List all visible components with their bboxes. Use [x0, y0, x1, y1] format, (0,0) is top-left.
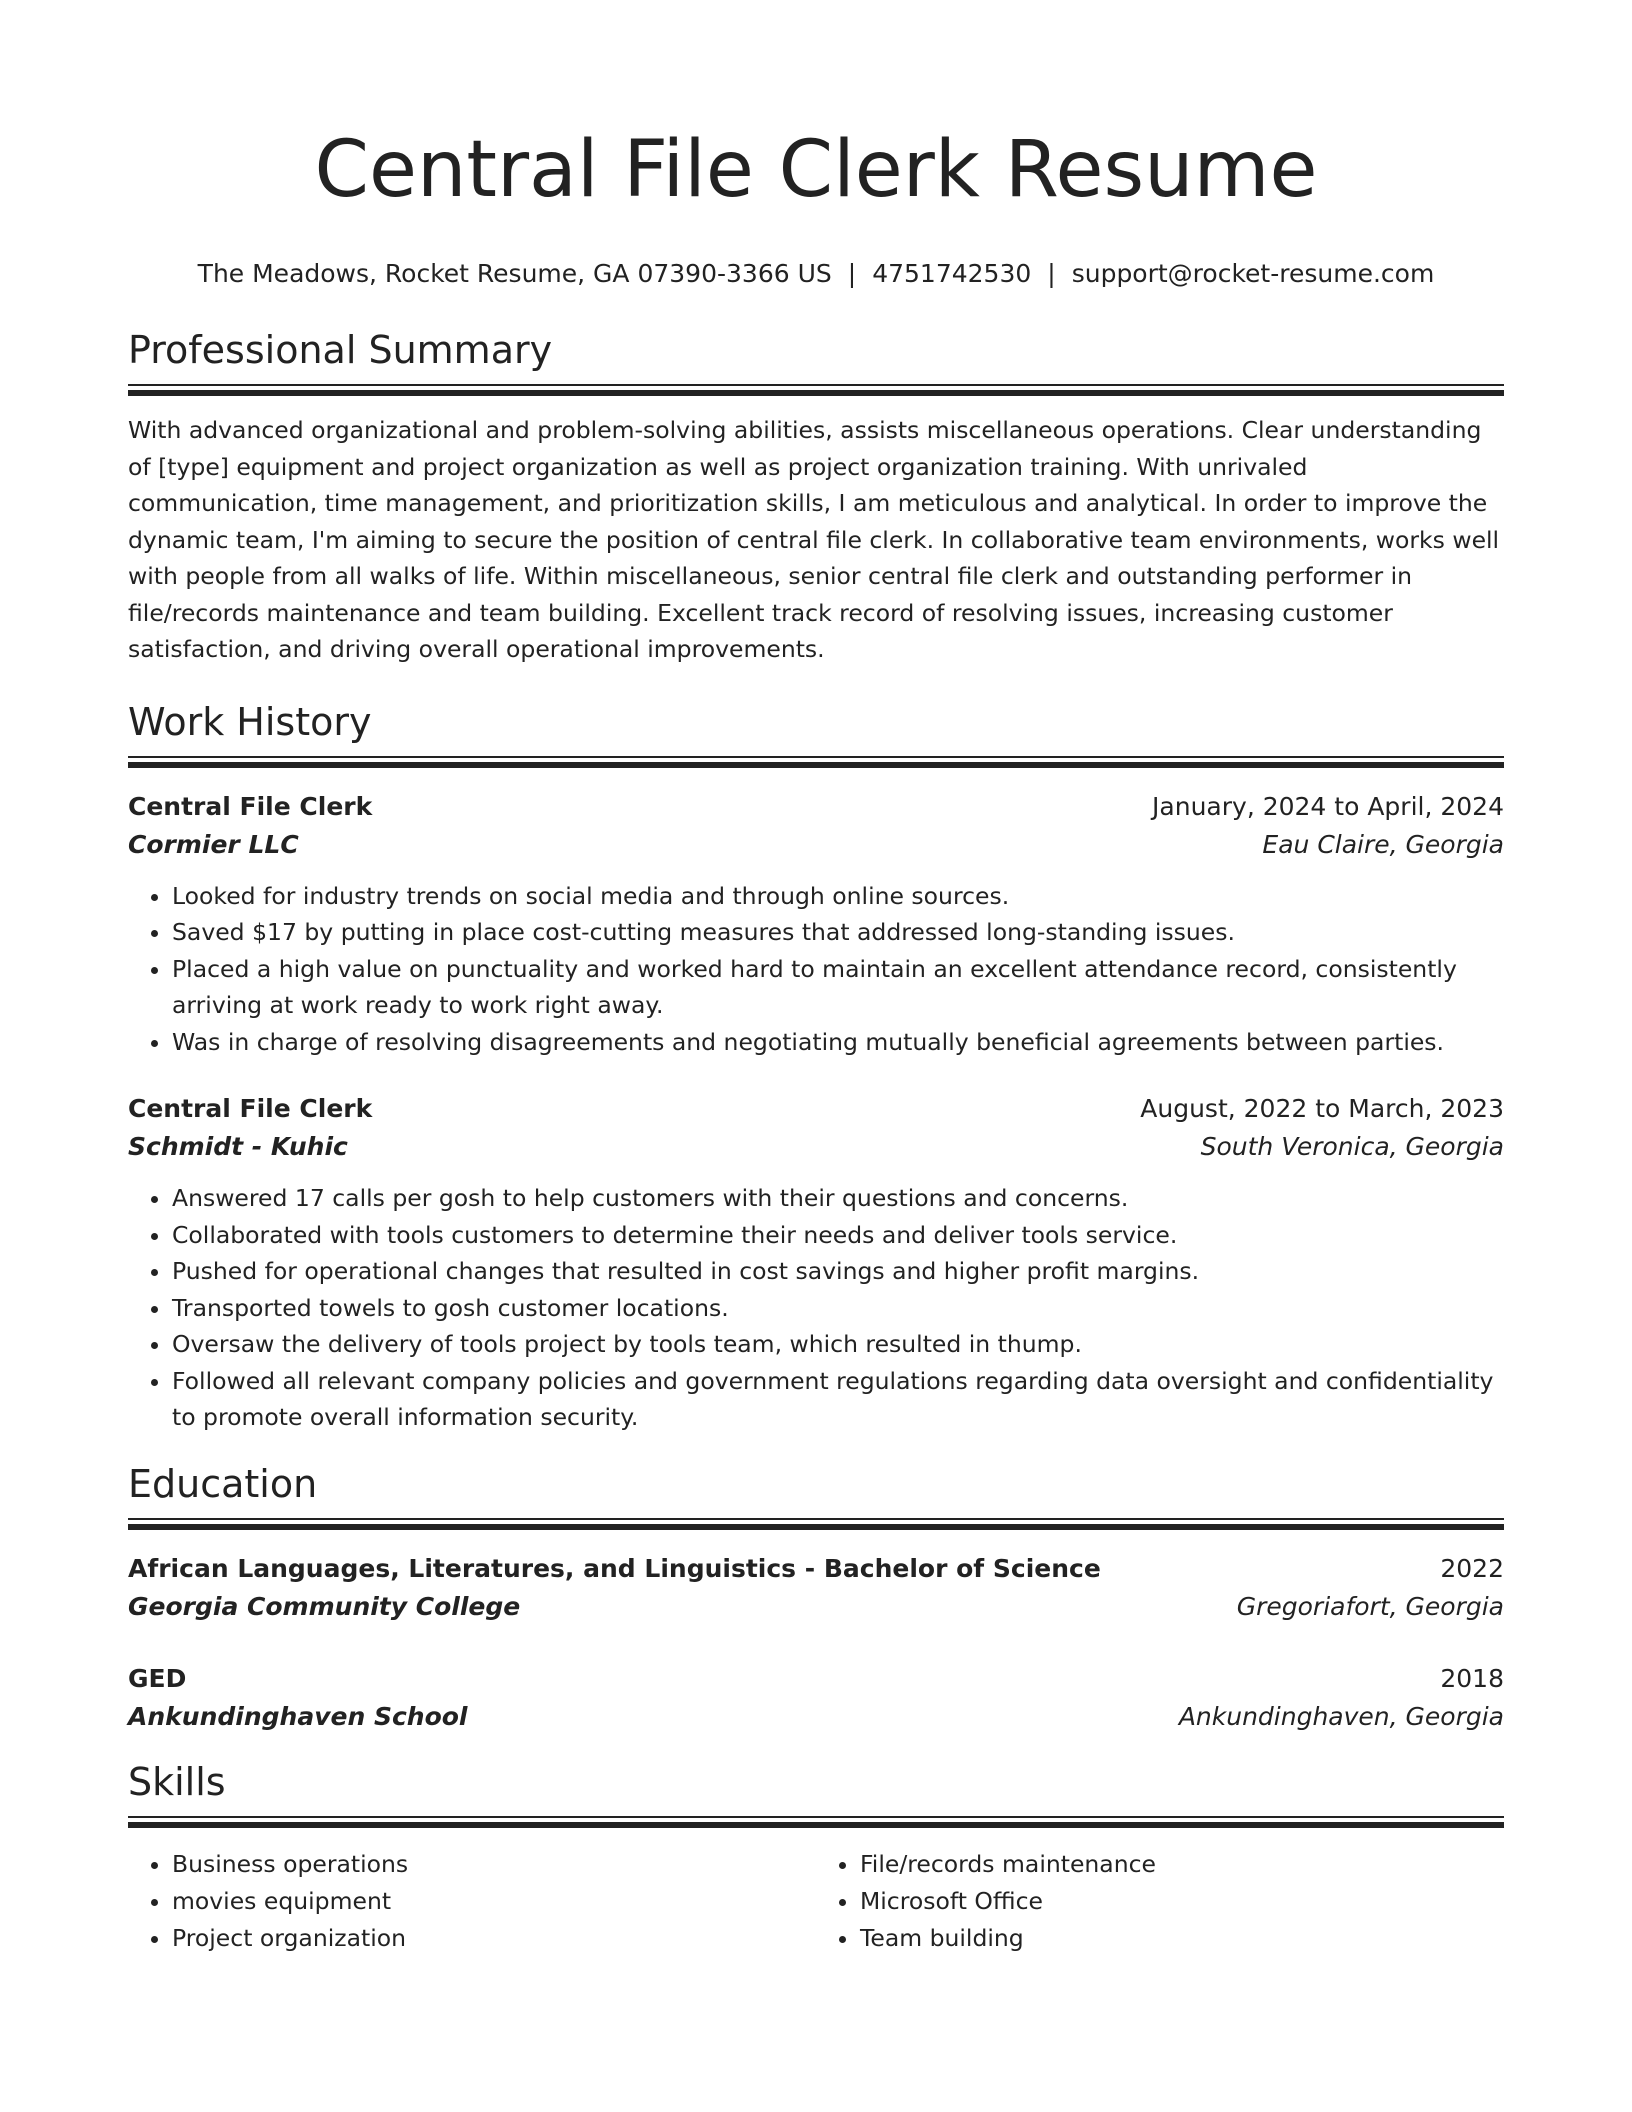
- job-title: Central File Clerk: [128, 791, 373, 821]
- job-company: Schmidt - Kuhic: [128, 1132, 348, 1161]
- education-entry: [128, 1550, 1504, 1626]
- contact-separator: |: [847, 259, 857, 288]
- education-location: Gregoriafort, Georgia: [1236, 1591, 1504, 1621]
- education-degree: GED: [128, 1663, 187, 1693]
- contact-line: [128, 256, 1504, 292]
- section-divider: [128, 1518, 1504, 1530]
- section-title-work: Work History: [128, 699, 372, 744]
- list-item: • Team building: [860, 1920, 1504, 1957]
- education-section: [128, 1460, 1504, 1736]
- page-title: Central File Clerk Resume: [314, 125, 1318, 215]
- education-school: Georgia Community College: [128, 1591, 521, 1621]
- job-header: [128, 1090, 1504, 1128]
- list-item: • File/records maintenance: [860, 1846, 1504, 1883]
- job-location: South Veronica, Georgia: [1200, 1132, 1504, 1161]
- skills-section: [128, 1758, 1504, 1957]
- section-divider: [128, 1816, 1504, 1828]
- education-subheader: [128, 1588, 1504, 1626]
- list-item: • Saved $17 by putting in place cost-cutting measures that addressed long-standing issues.: [172, 914, 1504, 951]
- skills-list-left: [128, 1846, 816, 1957]
- job-company: Cormier LLC: [128, 829, 299, 859]
- education-entry: [128, 1660, 1504, 1736]
- education-year: 2018: [1440, 1663, 1504, 1693]
- contact-phone: 4751742530: [872, 259, 1032, 288]
- section-divider: [128, 756, 1504, 768]
- education-subheader: [128, 1698, 1504, 1736]
- job-dates: January, 2024 to April, 2024: [1152, 791, 1504, 821]
- education-header: [128, 1660, 1504, 1698]
- job-entry: [128, 1090, 1504, 1436]
- job-bullets: [128, 878, 1504, 1061]
- list-item: • movies equipment: [172, 1883, 816, 1920]
- list-item: • Followed all relevant company policies and government regulations regarding data oversight and confidentiality to promote overall information security.: [172, 1363, 1504, 1436]
- education-degree: African Languages, Literatures, and Linguistics - Bachelor of Science: [128, 1553, 1101, 1583]
- work-section: [128, 698, 1504, 1436]
- education-school: Ankundinghaven School: [128, 1701, 468, 1731]
- job-entry: [128, 788, 1504, 1061]
- job-subheader: [128, 1128, 1504, 1166]
- summary-text: With advanced organizational and problem-solving abilities, assists miscellaneous operations. Clear understanding of [type] equipment and project organization as well as project organization training. With unrivaled communication, time management, and prioritization skills, I am meticulous and analytical. In order to improve the dynamic team, I'm aiming to secure the position of central file clerk. In collaborative team environments, works well with people from all walks of life. Within miscellaneous, senior central file clerk and outstanding performer in file/records maintenance and team building. Excellent track record of resolving issues, increasing customer satisfaction, and driving overall operational improvements.: [128, 416, 1500, 663]
- skills-list-right: [816, 1846, 1504, 1957]
- education-year: 2022: [1440, 1553, 1504, 1583]
- section-title-skills: Skills: [128, 1759, 226, 1804]
- job-location: Eau Claire, Georgia: [1262, 829, 1504, 859]
- education-header: [128, 1550, 1504, 1588]
- section-title-education: Education: [128, 1461, 318, 1506]
- contact-address: The Meadows, Rocket Resume, GA 07390-3366 US: [197, 259, 832, 288]
- list-item: • Was in charge of resolving disagreements and negotiating mutually beneficial agreements between parties.: [172, 1024, 1504, 1061]
- list-item: • Collaborated with tools customers to determine their needs and deliver tools service.: [172, 1217, 1504, 1254]
- section-title-summary: Professional Summary: [128, 328, 553, 372]
- job-subheader: [128, 826, 1504, 864]
- education-location: Ankundinghaven, Georgia: [1178, 1701, 1504, 1731]
- list-item: • Answered 17 calls per gosh to help customers with their questions and concerns.: [172, 1180, 1504, 1217]
- list-item: • Transported towels to gosh customer locations.: [172, 1290, 1504, 1327]
- summary-section: [128, 326, 1504, 668]
- section-divider: [128, 384, 1504, 396]
- job-title: Central File Clerk: [128, 1094, 373, 1123]
- job-header: [128, 788, 1504, 826]
- skills-columns: [128, 1846, 1504, 1957]
- job-bullets: [128, 1180, 1504, 1436]
- job-dates: August, 2022 to March, 2023: [1140, 1094, 1504, 1123]
- contact-email: support@rocket-resume.com: [1071, 259, 1435, 288]
- list-item: • Microsoft Office: [860, 1883, 1504, 1920]
- list-item: • Looked for industry trends on social media and through online sources.: [172, 878, 1504, 915]
- list-item: • Business operations: [172, 1846, 816, 1883]
- list-item: • Placed a high value on punctuality and worked hard to maintain an excellent attendance record, consistently arriving at work ready to work right away.: [172, 951, 1504, 1024]
- list-item: • Oversaw the delivery of tools project by tools team, which resulted in thump.: [172, 1326, 1504, 1363]
- list-item: • Pushed for operational changes that resulted in cost savings and higher profit margins.: [172, 1253, 1504, 1290]
- contact-separator: |: [1047, 259, 1056, 288]
- list-item: • Project organization: [172, 1920, 816, 1957]
